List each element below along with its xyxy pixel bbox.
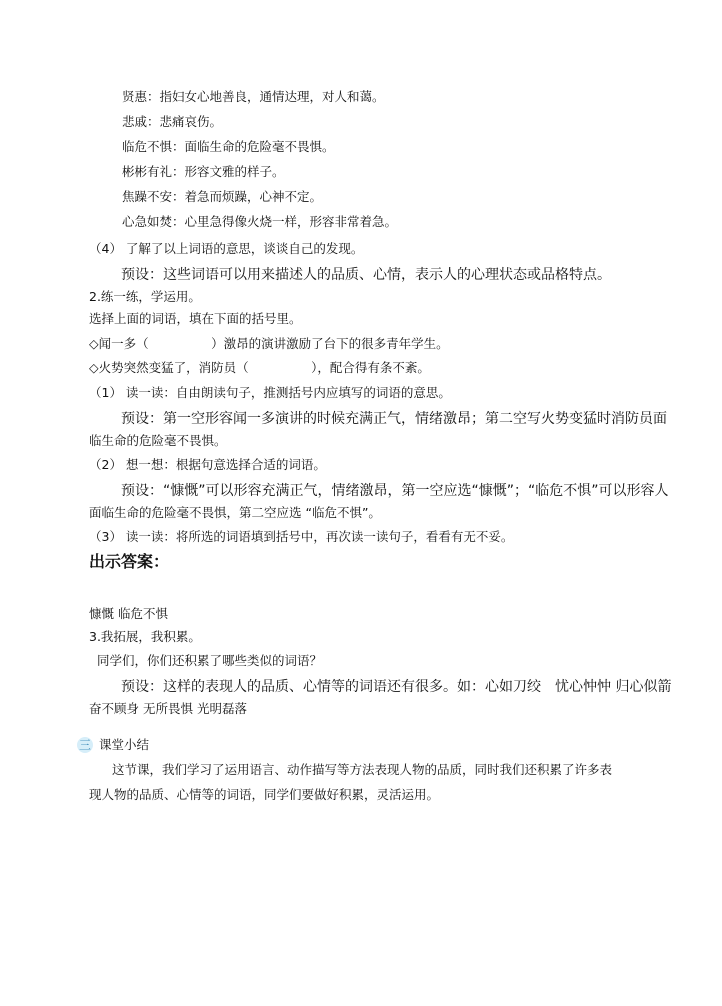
definition-item: 贤惠：指妇女心地善良，通情达理，对人和蔼。 bbox=[122, 89, 385, 104]
answer-text: 慷慨 临危不惧 bbox=[89, 606, 168, 621]
definition-item: 彬彬有礼：形容文雅的样子。 bbox=[122, 164, 285, 179]
section-3-title: 3.我拓展，我积累。 bbox=[89, 629, 201, 644]
practice-sentence-1: ◇闻一多（ ）激昂的演讲激励了台下的很多青年学生。 bbox=[89, 336, 449, 351]
definition-item: 焦躁不安：着急而烦躁，心神不定。 bbox=[122, 189, 323, 204]
summary-badge: 三 bbox=[78, 738, 91, 752]
section-2-title: 2.练一练，学运用。 bbox=[89, 289, 201, 304]
summary-paragraph: 这节课，我们学习了运用语言、动作描写等方法表现人物的品质，同时我们还积累了许多表 bbox=[112, 762, 613, 777]
definition-item: 心急如焚：心里急得像火烧一样，形容非常着急。 bbox=[122, 214, 398, 229]
section-3-answer: 预设：这样的表现人的品质、心情等的词语还有很多。如：心如刀绞 忧心忡忡 归心似箭 bbox=[121, 679, 672, 695]
section-3-question: 同学们，你们还积累了哪些类似的词语？ bbox=[97, 653, 323, 668]
sub-step-2-answer: 预设：“慷慨”可以形容充满正气，情绪激昂，第一空应选“慷慨”；“临危不惧”可以形容人 bbox=[121, 483, 669, 499]
section-3-answer-cont: 奋不顾身 无所畏惧 光明磊落 bbox=[89, 701, 247, 716]
sub-step-1-answer: 预设：第一空形容闻一多演讲的时候充满正气，情绪激昂；第二空写火势变猛时消防员面 bbox=[121, 411, 667, 427]
section-2-instruction: 选择上面的词语，填在下面的括号里。 bbox=[89, 311, 302, 326]
sub-step-1: （1） 读一读：自由朗读句子，推测括号内应填写的词语的意思。 bbox=[89, 385, 451, 400]
step-4: （4） 了解了以上词语的意思，谈谈自己的发现。 bbox=[89, 241, 364, 256]
sub-step-2: （2） 想一想：根据句意选择合适的词语。 bbox=[89, 457, 326, 472]
answer-heading: 出示答案： bbox=[89, 552, 170, 571]
definition-item: 悲戚：悲痛哀伤。 bbox=[122, 114, 223, 129]
sub-step-2-answer-cont: 面临生命的危险毫不畏惧，第二空应选 “临危不惧”。 bbox=[89, 505, 381, 520]
summary-paragraph-cont: 现人物的品质、心情等的词语，同学们要做好积累，灵活运用。 bbox=[89, 787, 440, 802]
sub-step-1-answer-cont: 临生命的危险毫不畏惧。 bbox=[89, 433, 227, 448]
practice-sentence-2: ◇火势突然变猛了，消防员（ ），配合得有条不紊。 bbox=[89, 360, 430, 375]
definition-item: 临危不惧：面临生命的危险毫不畏惧。 bbox=[122, 139, 335, 154]
summary-title: 课堂小结 bbox=[99, 737, 150, 752]
step-4-answer: 预设：这些词语可以用来描述人的品质、心情，表示人的心理状态或品格特点。 bbox=[121, 267, 611, 283]
sub-step-3: （3） 读一读：将所选的词语填到括号中，再次读一读句子，看看有无不妥。 bbox=[89, 529, 514, 544]
